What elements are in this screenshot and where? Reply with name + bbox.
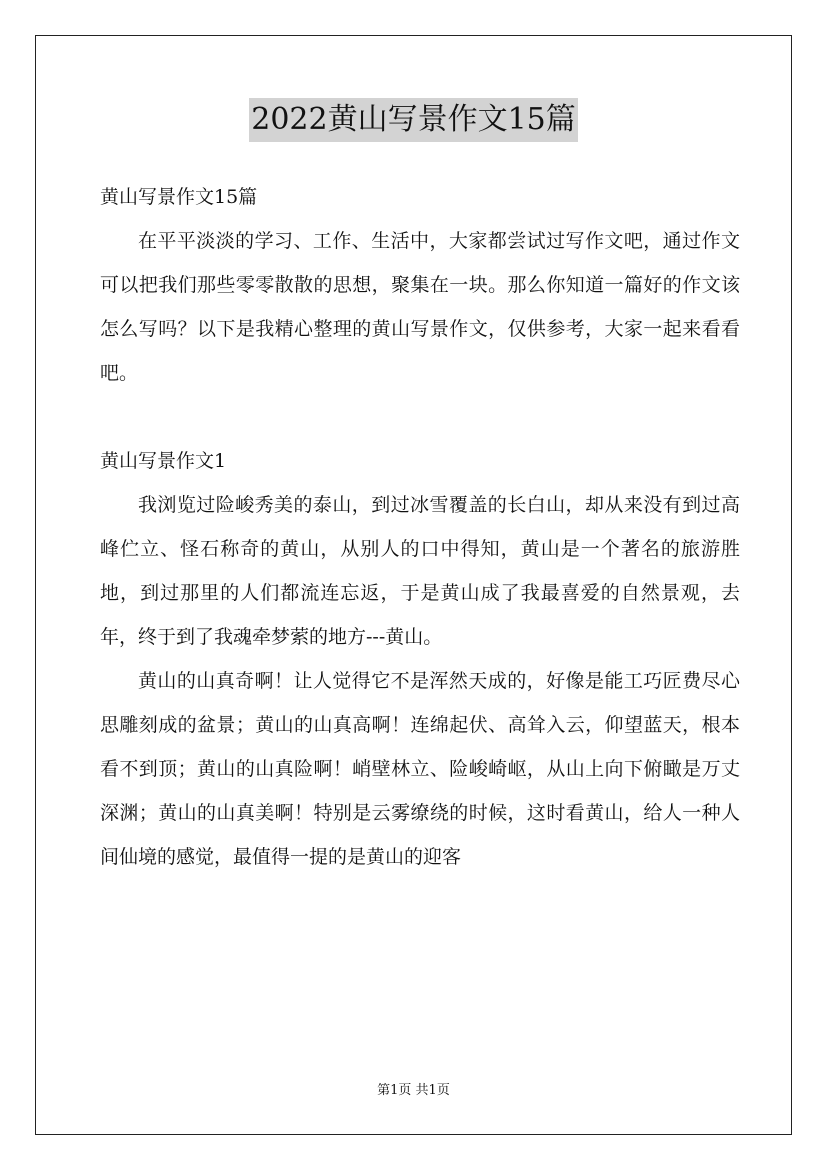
paragraph: 我浏览过险峻秀美的泰山，到过冰雪覆盖的长白山，却从来没有到过高峰伫立、怪石称奇的黄山，从别人的口中得知，黄山是一个著名的旅游胜地，到过那里的人们都流连忘返，于是黄山成了我最喜爱的自然景观，去年，终于到了我魂牵梦萦的地方---黄山。	[100, 494, 740, 648]
document-title: 2022黄山写景作文15篇	[249, 98, 578, 142]
section-heading: 黄山写景作文1	[100, 450, 227, 472]
paragraph: 黄山的山真奇啊！让人觉得它不是浑然天成的，好像是能工巧匠费尽心思雕刻成的盆景；黄山的山真高啊！连绵起伏、高耸入云，仰望蓝天，根本看不到顶；黄山的山真险啊！峭壁林立、险峻崎岖，从山上向下俯瞰是万丈深渊；黄山的山真美啊！特别是云雾缭绕的时候，这时看黄山，给人一种人间仙境的感觉，最值得一提的是黄山的迎客	[100, 670, 740, 868]
section-heading: 黄山写景作文15篇	[100, 186, 258, 208]
document-body	[100, 175, 740, 879]
page-number-footer: 第1页 共1页	[377, 1083, 450, 1098]
title-container	[0, 98, 827, 142]
blank-line	[100, 395, 740, 439]
paragraph: 在平平淡淡的学习、工作、生活中，大家都尝试过写作文吧，通过作文可以把我们那些零零散散的思想，聚集在一块。那么你知道一篇好的作文该怎么写吗？以下是我精心整理的黄山写景作文，仅供参考，大家一起来看看吧。	[100, 230, 740, 384]
